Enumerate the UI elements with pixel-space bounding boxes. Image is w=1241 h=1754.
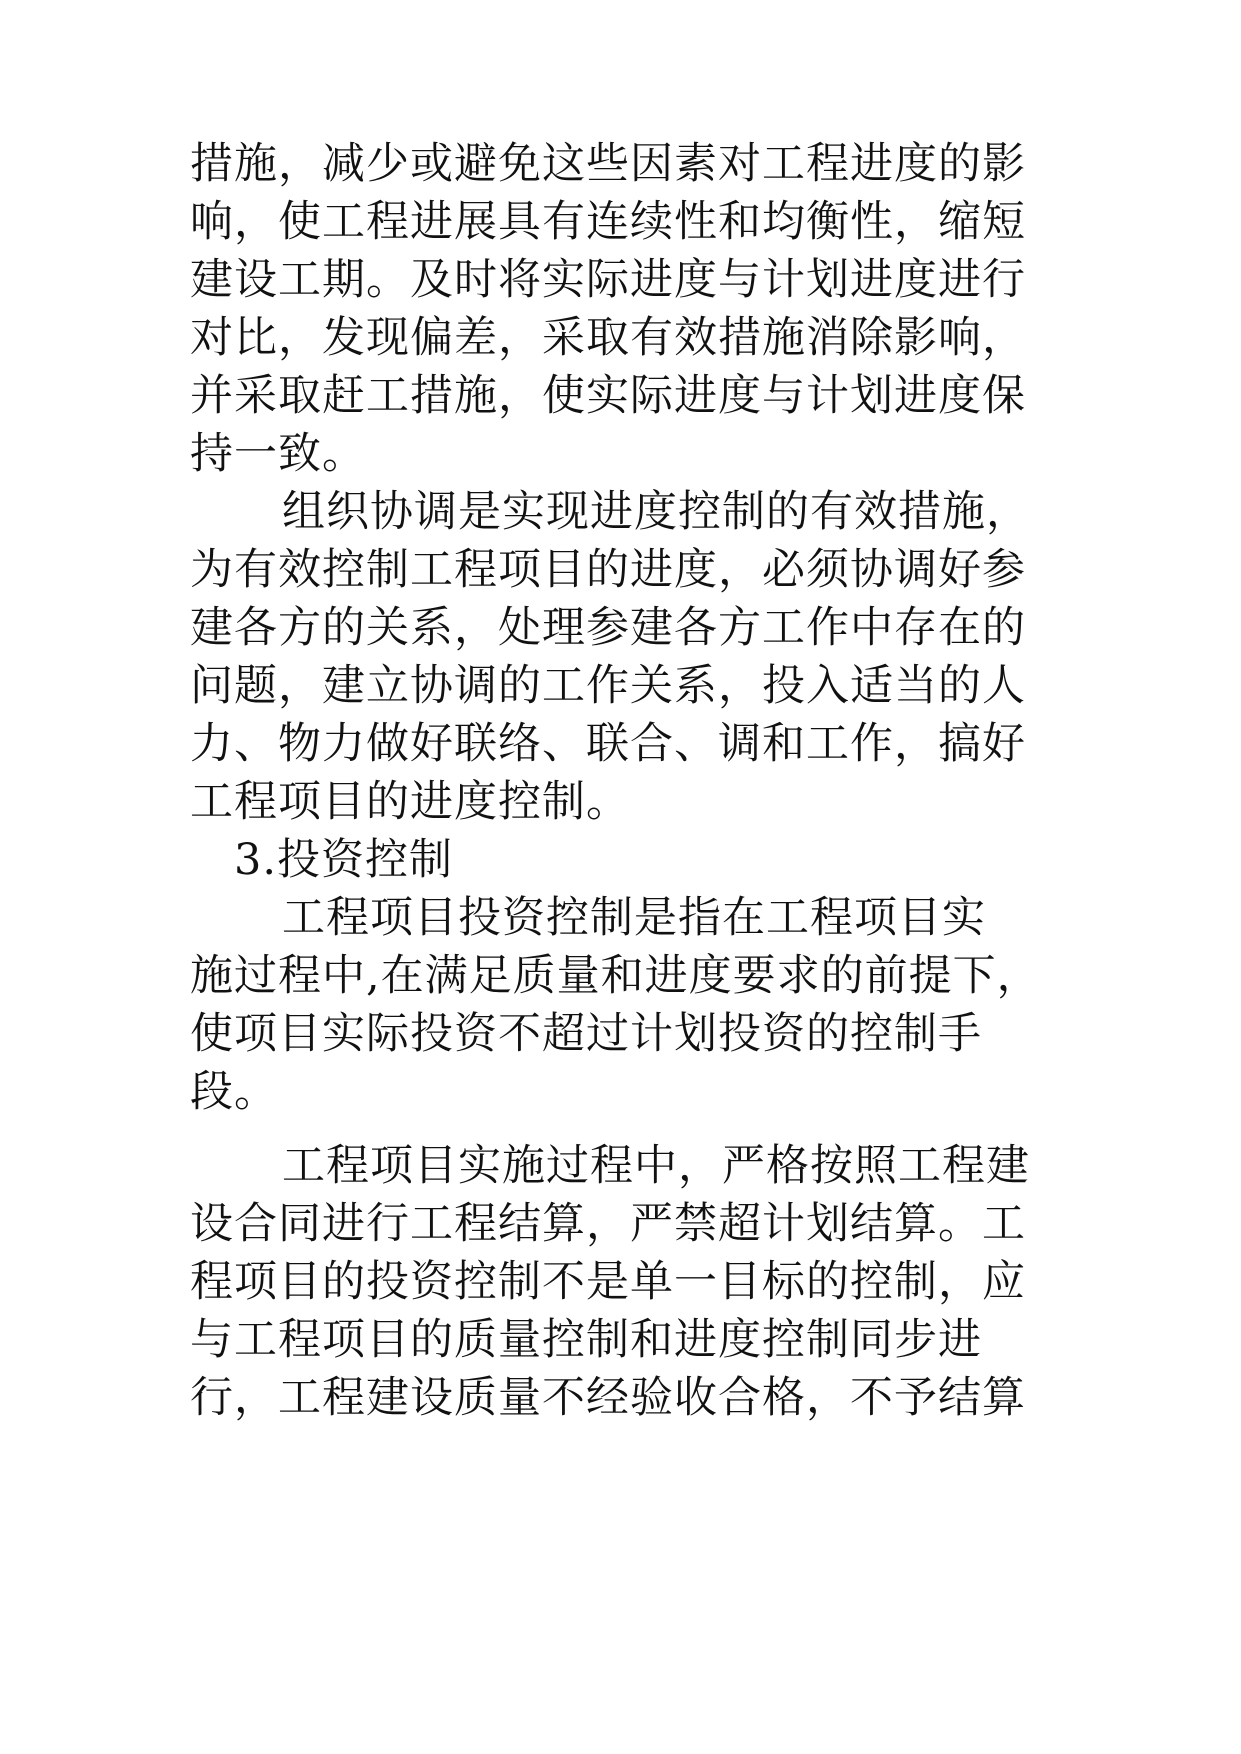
text-line: 组织协调是实现进度控制的有效措施， [282, 487, 1030, 537]
text-line: 程项目的投资控制不是单一目标的控制，应 [190, 1257, 1026, 1307]
text-line: 为有效控制工程项目的进度，必须协调好参 [190, 545, 1026, 595]
text-line: 工程项目实施过程中，严格按照工程建 [282, 1141, 1030, 1191]
text-line: 对比，发现偏差，采取有效措施消除影响， [190, 313, 1026, 363]
document-body [190, 135, 1060, 1427]
paragraph-progress-measures [190, 135, 1060, 483]
text-line: 与工程项目的质量控制和进度控制同步进 [190, 1315, 982, 1365]
text-line: 段。 [190, 1067, 278, 1117]
text-line: 响，使工程进展具有连续性和均衡性，缩短 [190, 197, 1026, 247]
text-line: 工程项目投资控制是指在工程项目实 [282, 893, 986, 943]
text-line: 工程项目的进度控制。 [190, 777, 630, 827]
paragraph-investment-settlement [190, 1137, 1060, 1427]
paragraph-investment-definition [190, 889, 1060, 1121]
text-line: 设合同进行工程结算，严禁超计划结算。工 [190, 1199, 1026, 1249]
text-line: 使项目实际投资不超过计划投资的控制手 [190, 1009, 982, 1059]
text-line: 问题，建立协调的工作关系，投入适当的人 [190, 661, 1026, 711]
text-line: 并采取赶工措施，使实际进度与计划进度保 [190, 371, 1026, 421]
text-line: 持一致。 [190, 429, 366, 479]
text-line: 力、物力做好联络、联合、调和工作，搞好 [190, 719, 1026, 769]
text-line: 建设工期。及时将实际进度与计划进度进行 [190, 255, 1026, 305]
text-line: 措施，减少或避免这些因素对工程进度的影 [190, 139, 1026, 189]
section-heading: 3.投资控制 [234, 835, 454, 885]
paragraph-spacing [190, 1121, 1060, 1137]
text-line: 行，工程建设质量不经验收合格，不予结算 [190, 1373, 1026, 1423]
text-line: 建各方的关系，处理参建各方工作中存在的 [190, 603, 1026, 653]
paragraph-organization-coordination [190, 483, 1060, 831]
text-line: 施过程中,在满足质量和进度要求的前提下， [190, 951, 1041, 1001]
